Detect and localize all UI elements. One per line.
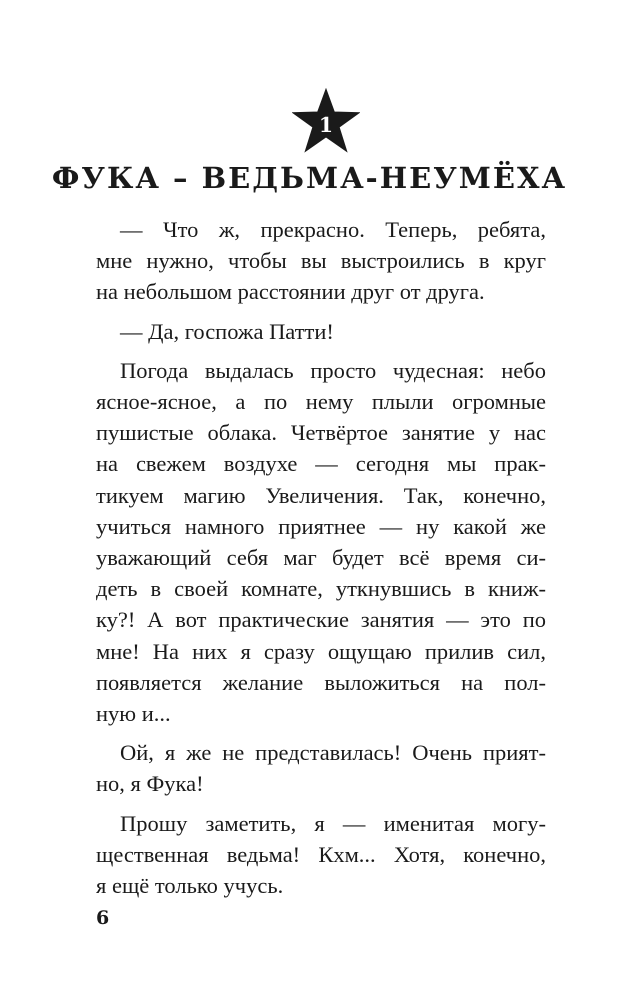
text-line: я ещё только учусь.: [96, 873, 284, 899]
page-number: 6: [96, 907, 110, 929]
paragraph: [96, 316, 546, 347]
text-line: Ой, я же не представилась! Очень прият-: [120, 740, 546, 766]
chapter-number: 1: [318, 112, 334, 137]
body-text: [96, 214, 546, 909]
text-line: — Что ж, прекрасно. Теперь, ребята,: [120, 217, 546, 242]
text-line: — Да, госпожа Патти!: [120, 318, 334, 344]
text-line: учиться намного приятнее — ну какой же: [96, 513, 546, 539]
text-line: Погода выдалась просто чудесная: небо: [120, 357, 546, 383]
text-line: ную и...: [96, 701, 171, 727]
text-line: Прошу заметить, я — именитая могу-: [120, 810, 546, 836]
paragraph: [96, 214, 546, 308]
paragraph: [96, 808, 546, 902]
text-line: на свежем воздухе — сегодня мы прак-: [96, 451, 546, 477]
chapter-star-icon: [292, 88, 360, 154]
text-line: на небольшом расстоянии друг от друга.: [96, 279, 485, 305]
text-line: уважающий себя маг будет всё время си-: [96, 545, 546, 571]
text-line: мне! На них я сразу ощущаю прилив сил,: [96, 638, 546, 664]
paragraph: [96, 355, 546, 729]
paragraph: [96, 737, 546, 799]
text-line: пушистые облака. Четвёртое занятие у нас: [96, 420, 546, 446]
text-line: щественная ведьма! Кхм... Хотя, конечно,: [96, 841, 546, 867]
text-line: ку?! А вот практические занятия — это по: [96, 607, 546, 633]
text-line: ясное-ясное, а по нему плыли огромные: [96, 389, 546, 415]
text-line: тикуем магию Увеличения. Так, конечно,: [96, 482, 546, 508]
text-line: но, я Фука!: [96, 771, 204, 797]
text-line: появляется желание выложиться на пол-: [96, 669, 546, 695]
text-line: деть в своей комнате, уткнувшись в книж-: [96, 576, 546, 602]
chapter-title: ФУКА – ВЕДЬМА-НЕУМЁХА: [51, 161, 568, 195]
text-line: мне нужно, чтобы вы выстроились в круг: [96, 248, 546, 274]
